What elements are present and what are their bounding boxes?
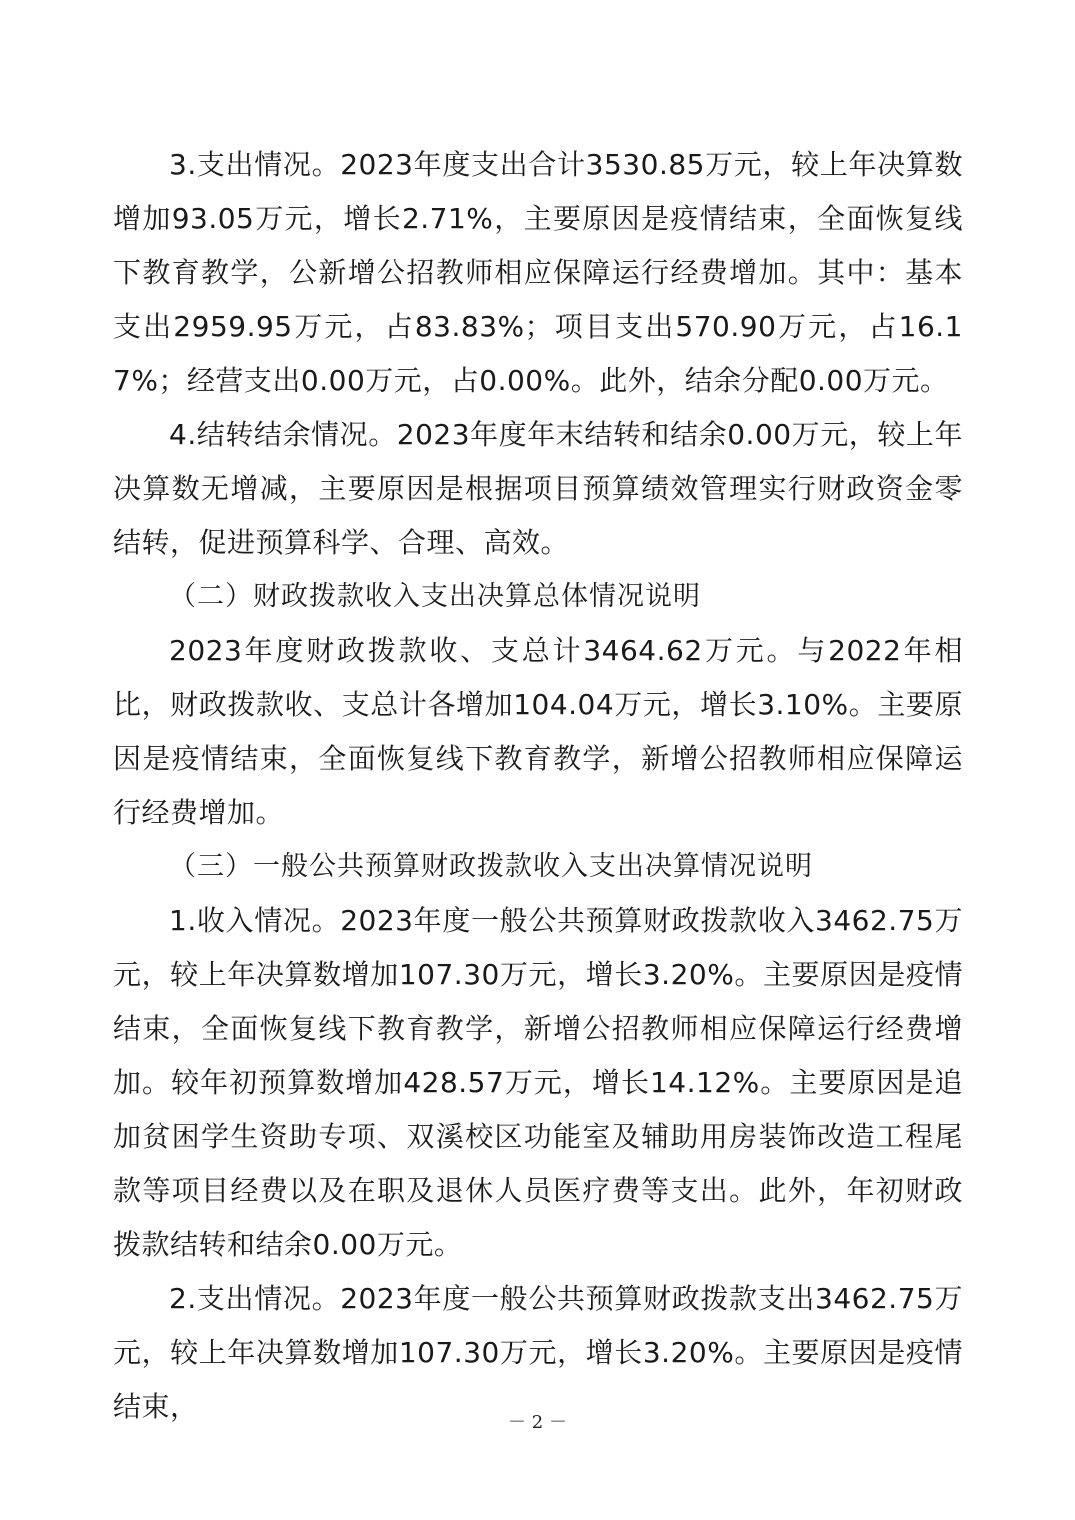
- paragraph-fiscal-appropriation-total: 2023年度财政拨款收、支总计3464.62万元。与2022年相比，财政拨款收、支总计各增加104.04万元，增长3.10%。主要原因是疫情结束，全面恢复线下教育教学，新增公招教师相应保障运行经费增加。: [113, 634, 963, 829]
- paragraph-income: 1.收入情况。2023年度一般公共预算财政拨款收入3462.75万元，较上年决算数增加107.30万元，增长3.20%。主要原因是疫情结束，全面恢复线下教育教学，新增公招教师相应保障运行经费增加。较年初预算数增加428.57万元，增长14.12%。主要原因是追加贫困学生资助专项、双溪校区功能室及辅助用房装饰改造工程尾款等项目经费以及在职及退休人员医疗费等支出。此外，年初财政拨款结转和结余0.00万元。: [113, 904, 963, 1261]
- document-body: [113, 138, 963, 1434]
- paragraph-expenditure: 3.支出情况。2023年度支出合计3530.85万元，较上年决算数增加93.05万元，增长2.71%，主要原因是疫情结束，全面恢复线下教育教学，公新增公招教师相应保障运行经费增加。其中：基本支出2959.95万元，占83.83%；项目支出570.90万元，占16.17%；经营支出0.00万元，占0.00%。此外，结余分配0.00万元。: [113, 148, 963, 397]
- paragraph-carryover-balance: 4.结转结余情况。2023年度年末结转和结余0.00万元，较上年决算数无增减，主要原因是根据项目预算绩效管理实行财政资金零结转，促进预算科学、合理、高效。: [113, 418, 963, 559]
- paragraph-expenditure-general-budget: 2.支出情况。2023年度一般公共预算财政拨款支出3462.75万元，较上年决算数增加107.30万元，增长3.20%。主要原因是疫情结束，: [113, 1282, 963, 1423]
- section-heading-fiscal-appropriation: （二）财政拨款收入支出决算总体情况说明: [169, 581, 701, 612]
- section-heading-general-public-budget: （三）一般公共预算财政拨款收入支出决算情况说明: [169, 851, 813, 882]
- page-number: － 2 －: [508, 1412, 567, 1433]
